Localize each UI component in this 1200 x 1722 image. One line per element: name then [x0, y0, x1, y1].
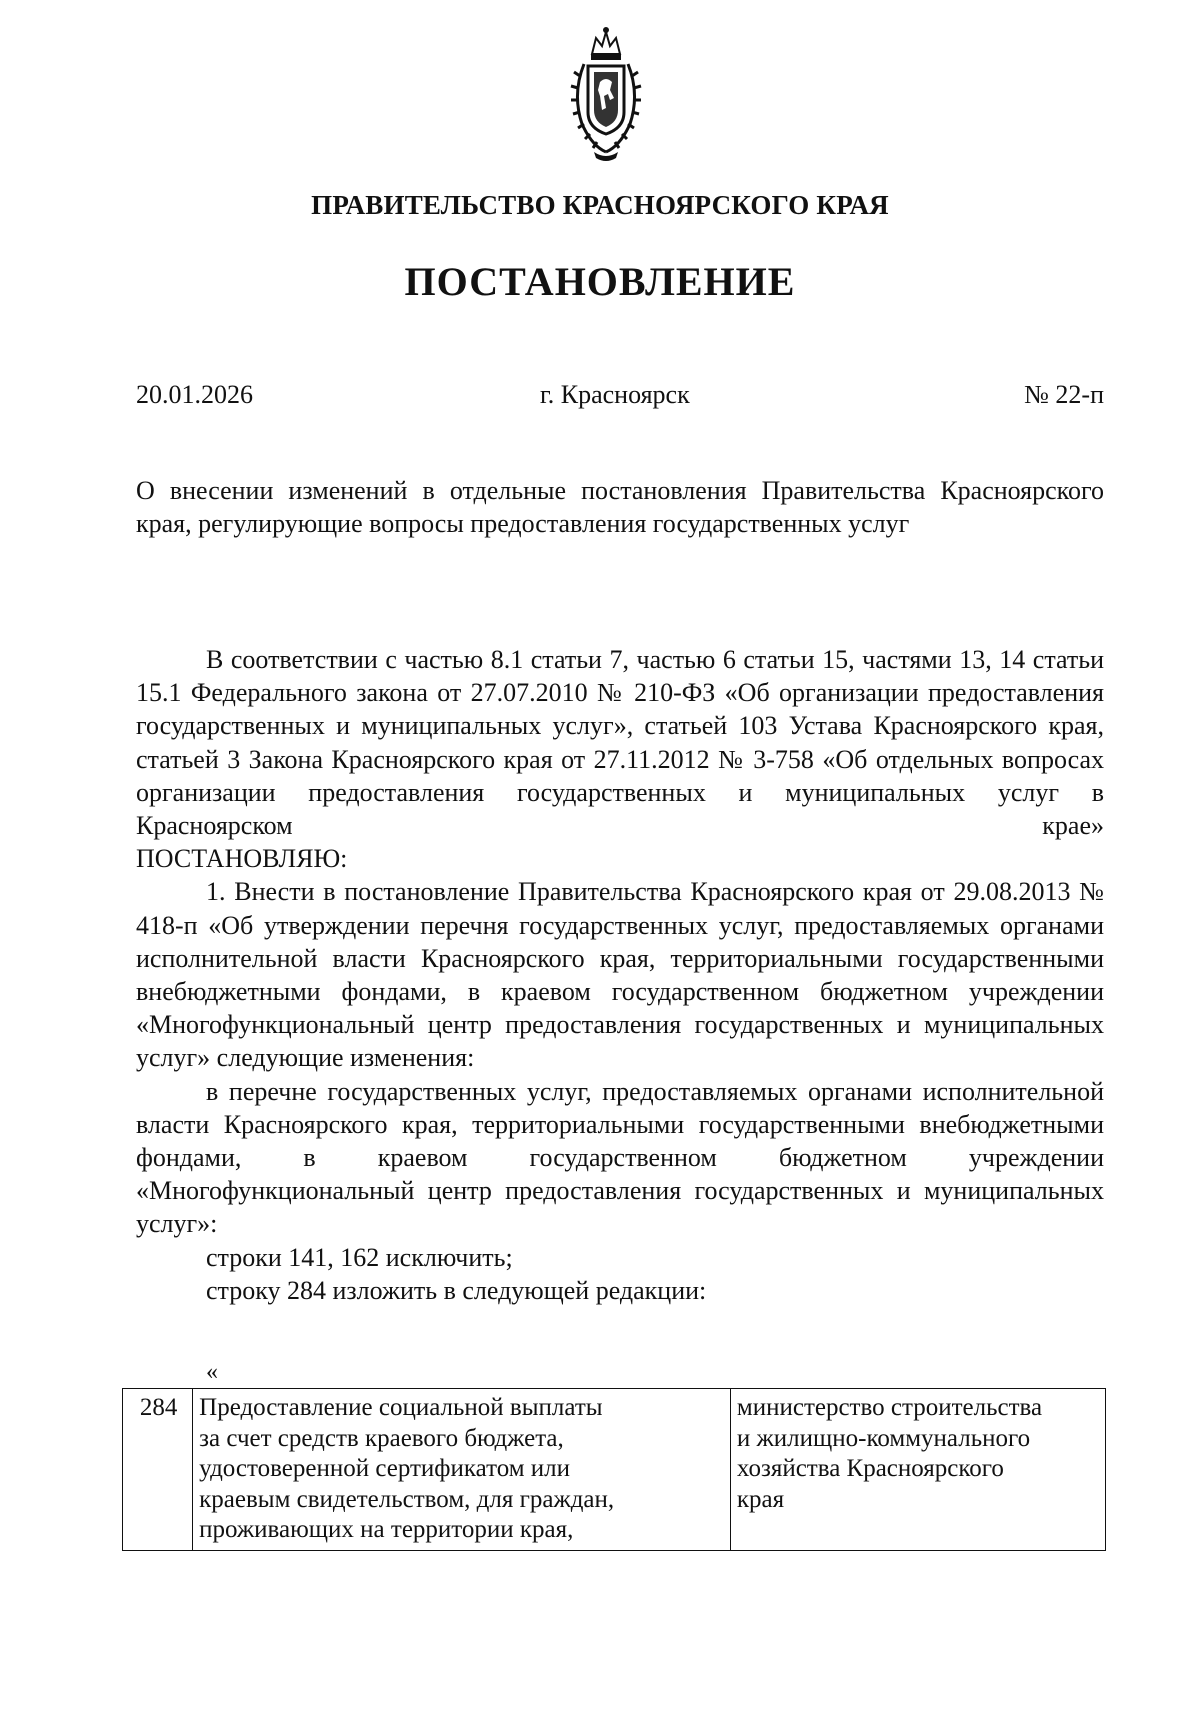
organization-name: ПРАВИТЕЛЬСТВО КРАСНОЯРСКОГО КРАЯ — [311, 190, 889, 220]
item-1-paragraph: 1. Внести в постановление Правительства Красноярского края от 29.08.2013 № 418-п «Об утверждении перечня государственных услуг, предоставляемых органами исполнительной власти Красноярского края, территориальными государственными внебюджетными фондами, в краевом государственном бюджетном учреждении «Многофункциональный центр предоставления государственных и муниципальных услуг» следующие изменения: — [136, 877, 1104, 1073]
table-row — [123, 1389, 1106, 1551]
edit-row-paragraph: строку 284 изложить в следующей редакции: — [206, 1275, 707, 1305]
item-1-sub-paragraph: в перечне государственных услуг, предоставляемых органами исполнительной власти Красноярского края, территориальными государственными внебюджетными фондами, в краевом государственном бюджетном учреждении «Многофункциональный центр предоставления государственных и муниципальных услуг»: — [136, 1076, 1104, 1239]
document-title — [136, 474, 1104, 540]
authority-line: хозяйства Красноярского — [736, 1455, 1004, 1482]
authority-cell — [730, 1389, 1105, 1551]
authority-line: и жилищно-коммунального — [736, 1424, 1031, 1452]
document-type: ПОСТАНОВЛЕНИЕ — [404, 259, 796, 304]
document-body — [136, 643, 1104, 1307]
service-line: Предоставление социальной выплаты — [199, 1394, 603, 1421]
service-line: за счет средств краевого бюджета, — [199, 1424, 564, 1452]
amended-row-table — [122, 1388, 1106, 1551]
authority-line: министерство строительства — [736, 1394, 1043, 1421]
title-text: О внесении изменений в отдельные постановления Правительства Красноярского края, регулирующие вопросы предоставления государственных услуг — [136, 476, 1104, 539]
row-number-cell: 284 — [123, 1389, 193, 1551]
krasnoyarsk-coat-of-arms-icon — [566, 24, 646, 164]
preamble-paragraph: В соответствии с частью 8.1 статьи 7, частью 6 статьи 15, частями 13, 14 статьи 15.1 Федерального закона от 27.07.2010 № 210-ФЗ «Об организации предоставления государственных и муниципальных услуг», статьей 103 Устава Красноярского края, статьей 3 Закона Красноярского края от 27.11.2012 № 3-758 «Об отдельных вопросах организации предоставления государственных и муниципальных услуг в Красноярском крае» — [136, 645, 1104, 841]
document-city: г. Красноярск — [540, 380, 690, 409]
service-line: проживающих на территории края, — [199, 1516, 574, 1543]
exclude-rows-paragraph: строки 141, 162 исключить; — [206, 1242, 513, 1272]
service-name-cell — [193, 1389, 731, 1551]
opening-quote: « — [206, 1359, 218, 1385]
document-number: № 22-п — [1024, 380, 1104, 409]
resolve-statement: ПОСТАНОВЛЯЮ: — [136, 844, 348, 874]
service-line: краевым свидетельством, для граждан, — [199, 1485, 615, 1513]
document-date: 20.01.2026 — [136, 380, 253, 409]
service-line: удостоверенной сертификатом или — [199, 1455, 571, 1482]
authority-line: края — [736, 1485, 785, 1513]
